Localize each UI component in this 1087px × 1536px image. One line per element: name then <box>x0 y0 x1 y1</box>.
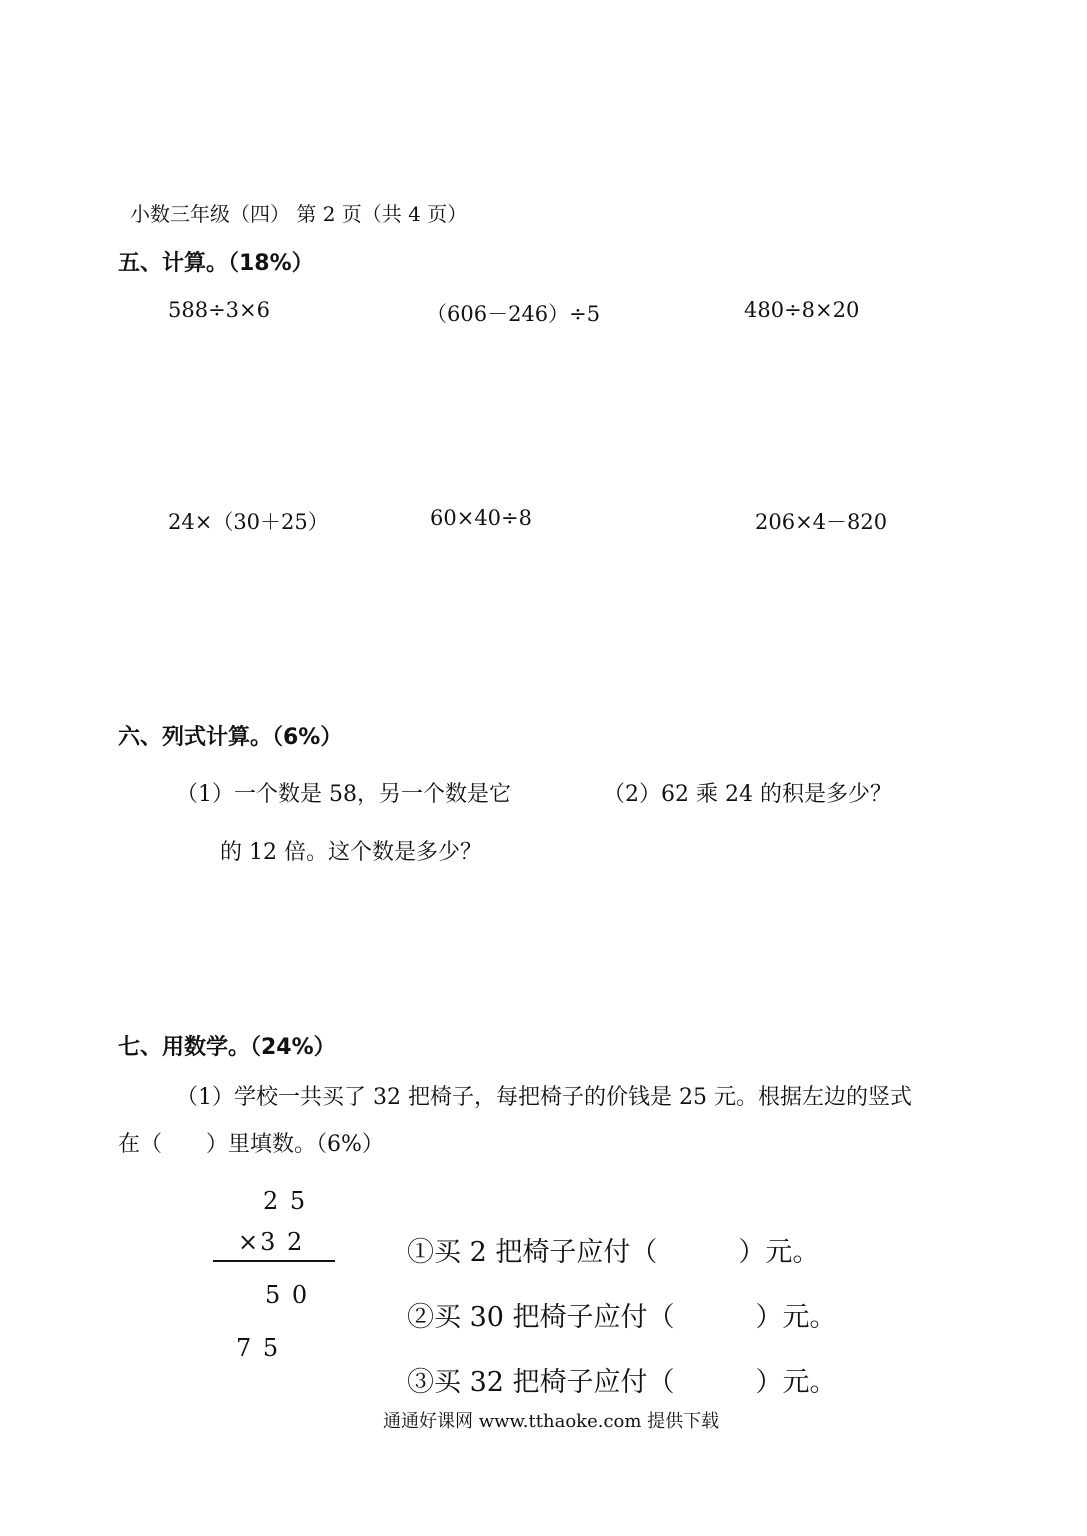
vertical-calc-line4: 7 5 <box>236 1334 281 1362</box>
fill-in-question-2: ②买 30 把椅子应付（ ）元。 <box>407 1302 837 1333</box>
vertical-calc-rule <box>213 1260 335 1262</box>
question-1-line2: 的 12 倍。这个数是多少？ <box>220 840 482 865</box>
vertical-calc-line3: 5 0 <box>265 1281 310 1309</box>
calc-expression: 206×4－820 <box>755 510 888 534</box>
calc-expression: 480÷8×20 <box>744 298 860 322</box>
page-footer: 通通好课网 www.tthaoke.com 提供下载 <box>383 1411 720 1432</box>
section5-title: 五、计算。（18%） <box>118 251 314 276</box>
vertical-calc-line1: 2 5 <box>263 1187 308 1215</box>
word-problem-line2: 在（ ）里填数。（6%） <box>118 1132 384 1157</box>
calc-expression: 24×（30＋25） <box>168 510 329 534</box>
calc-expression: 588÷3×6 <box>168 298 270 322</box>
word-problem-line1: （1）学校一共买了 32 把椅子，每把椅子的价钱是 25 元。根据左边的竖式 <box>176 1085 912 1110</box>
vertical-calc-line2: ×3 2 <box>238 1228 305 1256</box>
page-header: 小数三年级（四） 第 2 页（共 4 页） <box>130 202 468 226</box>
calc-expression: 60×40÷8 <box>430 506 532 530</box>
question-1-line1: （1）一个数是 58，另一个数是它 <box>176 782 511 807</box>
fill-in-question-1: ①买 2 把椅子应付（ ）元。 <box>407 1237 820 1268</box>
section7-title: 七、用数学。（24%） <box>118 1035 336 1060</box>
calc-expression: （606－246）÷5 <box>426 302 601 326</box>
fill-in-question-3: ③买 32 把椅子应付（ ）元。 <box>407 1367 837 1398</box>
question-2: （2）62 乘 24 的积是多少？ <box>603 782 892 807</box>
section6-title: 六、列式计算。（6%） <box>118 725 343 750</box>
